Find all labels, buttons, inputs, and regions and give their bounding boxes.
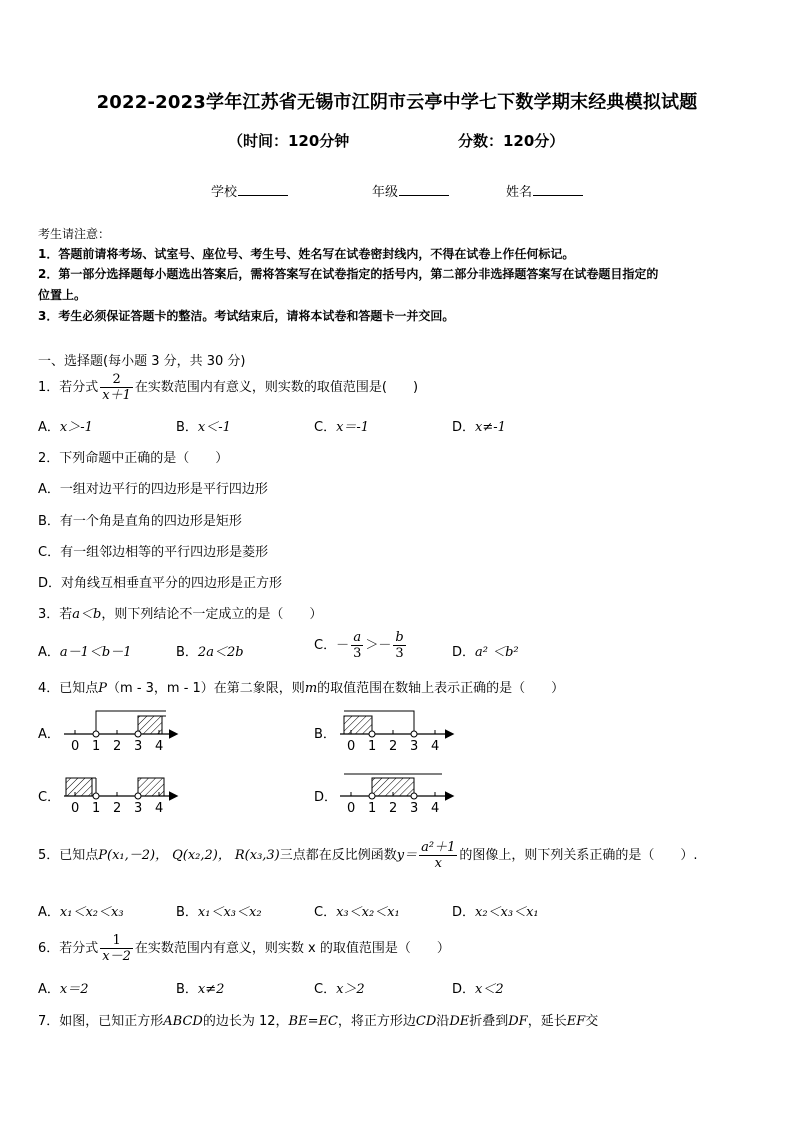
q2-option-d[interactable]: D．对角线互相垂直平分的四边形是正方形 — [38, 576, 283, 591]
q5-option-a[interactable]: A．x₁＜x₂＜x₃ — [38, 905, 124, 920]
page-title: 2022-2023学年江苏省无锡市江阴市云亭中学七下数学期末经典模拟试题 — [96, 92, 698, 113]
grade-label: 年级 — [372, 185, 399, 200]
question-5: 5．已知点P(x₁,－2)， Q(x₂,2)， R(x₃,3)三点都在反比例函数y＝ $\frac{\text{a²＋1}}{x}$ 的图像上，则下列关系正确的是（ ）. — [38, 840, 698, 871]
q2-option-c[interactable]: C．有一组邻边相等的平行四边形是菱形 — [38, 545, 269, 560]
q1-option-c[interactable]: C．x＝-1 — [314, 420, 370, 435]
notes-heading: 考生请注意： — [38, 227, 111, 241]
tick-label: 0 — [71, 739, 80, 754]
tick-label: 0 — [347, 801, 356, 816]
note-3: 3．考生必须保证答题卡的整洁。考试结束后，请将本试卷和答题卡一并交回。 — [38, 309, 455, 323]
exam-time: （时间：120分钟 — [228, 132, 350, 150]
section-heading: 一、选择题(每小题 3 分，共 30 分) — [38, 354, 246, 369]
q4-option-a-label[interactable]: A． — [38, 727, 60, 742]
q4-option-d-label[interactable]: D． — [314, 790, 338, 805]
fraction: $\frac{2}{x+1}$ — [102, 372, 131, 403]
q5-option-d[interactable]: D．x₂＜x₃＜x₁ — [452, 905, 539, 920]
note-2: 2．第一部分选择题每小题选出答案后，需将答案写在试卷指定的括号内，第二部分非选择题答案写在试卷题目指定的 — [38, 267, 659, 281]
hatch-c-left — [66, 778, 92, 796]
tick-label: 1 — [92, 739, 101, 754]
tick-label: 4 — [431, 739, 440, 754]
q1-option-d[interactable]: D．x≠-1 — [452, 420, 506, 435]
q1-option-b[interactable]: B．x＜-1 — [176, 420, 231, 435]
tick-label: 2 — [113, 801, 122, 816]
tick-label: 1 — [368, 739, 377, 754]
fraction: $\frac{a}{3}$ — [353, 630, 362, 661]
question-3: 3．若a＜b，则下列结论不一定成立的是（ ） — [38, 607, 323, 622]
open-point — [135, 793, 141, 799]
hatch-a — [138, 716, 162, 734]
fraction: $\frac{b}{3}$ — [395, 630, 404, 661]
q1-option-a[interactable]: A．x＞-1 — [38, 420, 93, 435]
number-line-c — [64, 778, 176, 799]
tick-label: 3 — [410, 739, 419, 754]
q6-option-d[interactable]: D．x＜2 — [452, 982, 504, 997]
open-point — [411, 793, 417, 799]
q3-option-c[interactable]: C．－ $\frac{a}{3}$ ＞－ $\frac{b}{3}$ — [314, 630, 404, 661]
q6-option-a[interactable]: A．x＝2 — [38, 982, 89, 997]
q4-option-b-label[interactable]: B． — [314, 727, 336, 742]
q5-option-b[interactable]: B．x₁＜x₃＜x₂ — [176, 905, 262, 920]
hatch-d — [372, 778, 414, 796]
q4-option-c-label[interactable]: C． — [38, 790, 61, 805]
open-point — [93, 793, 99, 799]
tick-label: 0 — [347, 739, 356, 754]
tick-label: 3 — [410, 801, 419, 816]
tick-label: 3 — [134, 801, 143, 816]
open-point — [135, 731, 141, 737]
q2-option-b[interactable]: B．有一个角是直角的四边形是矩形 — [38, 514, 242, 529]
fraction: $\frac{\text{a²＋1}}{x}$ — [421, 840, 456, 871]
q6-option-b[interactable]: B．x≠2 — [176, 982, 225, 997]
open-point — [369, 793, 375, 799]
name-label: 姓名 — [506, 185, 533, 200]
tick-label: 1 — [368, 801, 377, 816]
note-2-cont: 位置上。 — [38, 288, 87, 302]
question-2: 2．下列命题中正确的是（ ） — [38, 451, 229, 466]
tick-label: 4 — [155, 801, 164, 816]
question-7: 7．如图，已知正方形ABCD的边长为 12，BE=EC，将正方形边CD沿DE折叠到DF，延长EF交 — [38, 1014, 599, 1029]
hatch-b — [344, 716, 372, 734]
question-6: 6．若分式 $\frac{1}{x-2}$ 在实数范围内有意义，则实数 x 的取值范围是（ ） — [38, 933, 450, 964]
school-label: 学校 — [211, 185, 238, 200]
number-line-d — [340, 774, 452, 799]
q2-option-a[interactable]: A．一组对边平行的四边形是平行四边形 — [38, 482, 268, 497]
open-point — [93, 731, 99, 737]
question-1: 1．若分式 $\frac{2}{x+1}$ 在实数范围内有意义，则实数的取值范围是( ) — [38, 372, 419, 403]
q3-option-b[interactable]: B．2a＜2b — [176, 645, 244, 660]
tick-label: 2 — [389, 739, 398, 754]
q3-option-a[interactable]: A．a－1＜b－1 — [38, 645, 132, 660]
tick-label: 4 — [155, 739, 164, 754]
question-4: 4．已知点P（m - 3，m - 1）在第二象限，则m的取值范围在数轴上表示正确的是（ ） — [38, 681, 565, 696]
number-line-b — [340, 711, 452, 737]
q5-option-c[interactable]: C．x₃＜x₂＜x₁ — [314, 905, 400, 920]
fraction: $\frac{1}{x-2}$ — [102, 933, 131, 964]
q6-option-c[interactable]: C．x＞2 — [314, 982, 365, 997]
hatch-c-right — [138, 778, 164, 796]
number-line-a — [64, 711, 176, 737]
open-point — [411, 731, 417, 737]
open-point — [369, 731, 375, 737]
exam-score: 分数：120分） — [458, 132, 565, 150]
tick-label: 2 — [113, 739, 122, 754]
tick-label: 2 — [389, 801, 398, 816]
note-1: 1．答题前请将考场、试室号、座位号、考生号、姓名写在试卷密封线内，不得在试卷上作任何标记。 — [38, 247, 575, 261]
tick-label: 1 — [92, 801, 101, 816]
tick-label: 4 — [431, 801, 440, 816]
tick-label: 0 — [71, 801, 80, 816]
q3-option-d[interactable]: D．a² ＜b² — [452, 645, 519, 660]
tick-label: 3 — [134, 739, 143, 754]
